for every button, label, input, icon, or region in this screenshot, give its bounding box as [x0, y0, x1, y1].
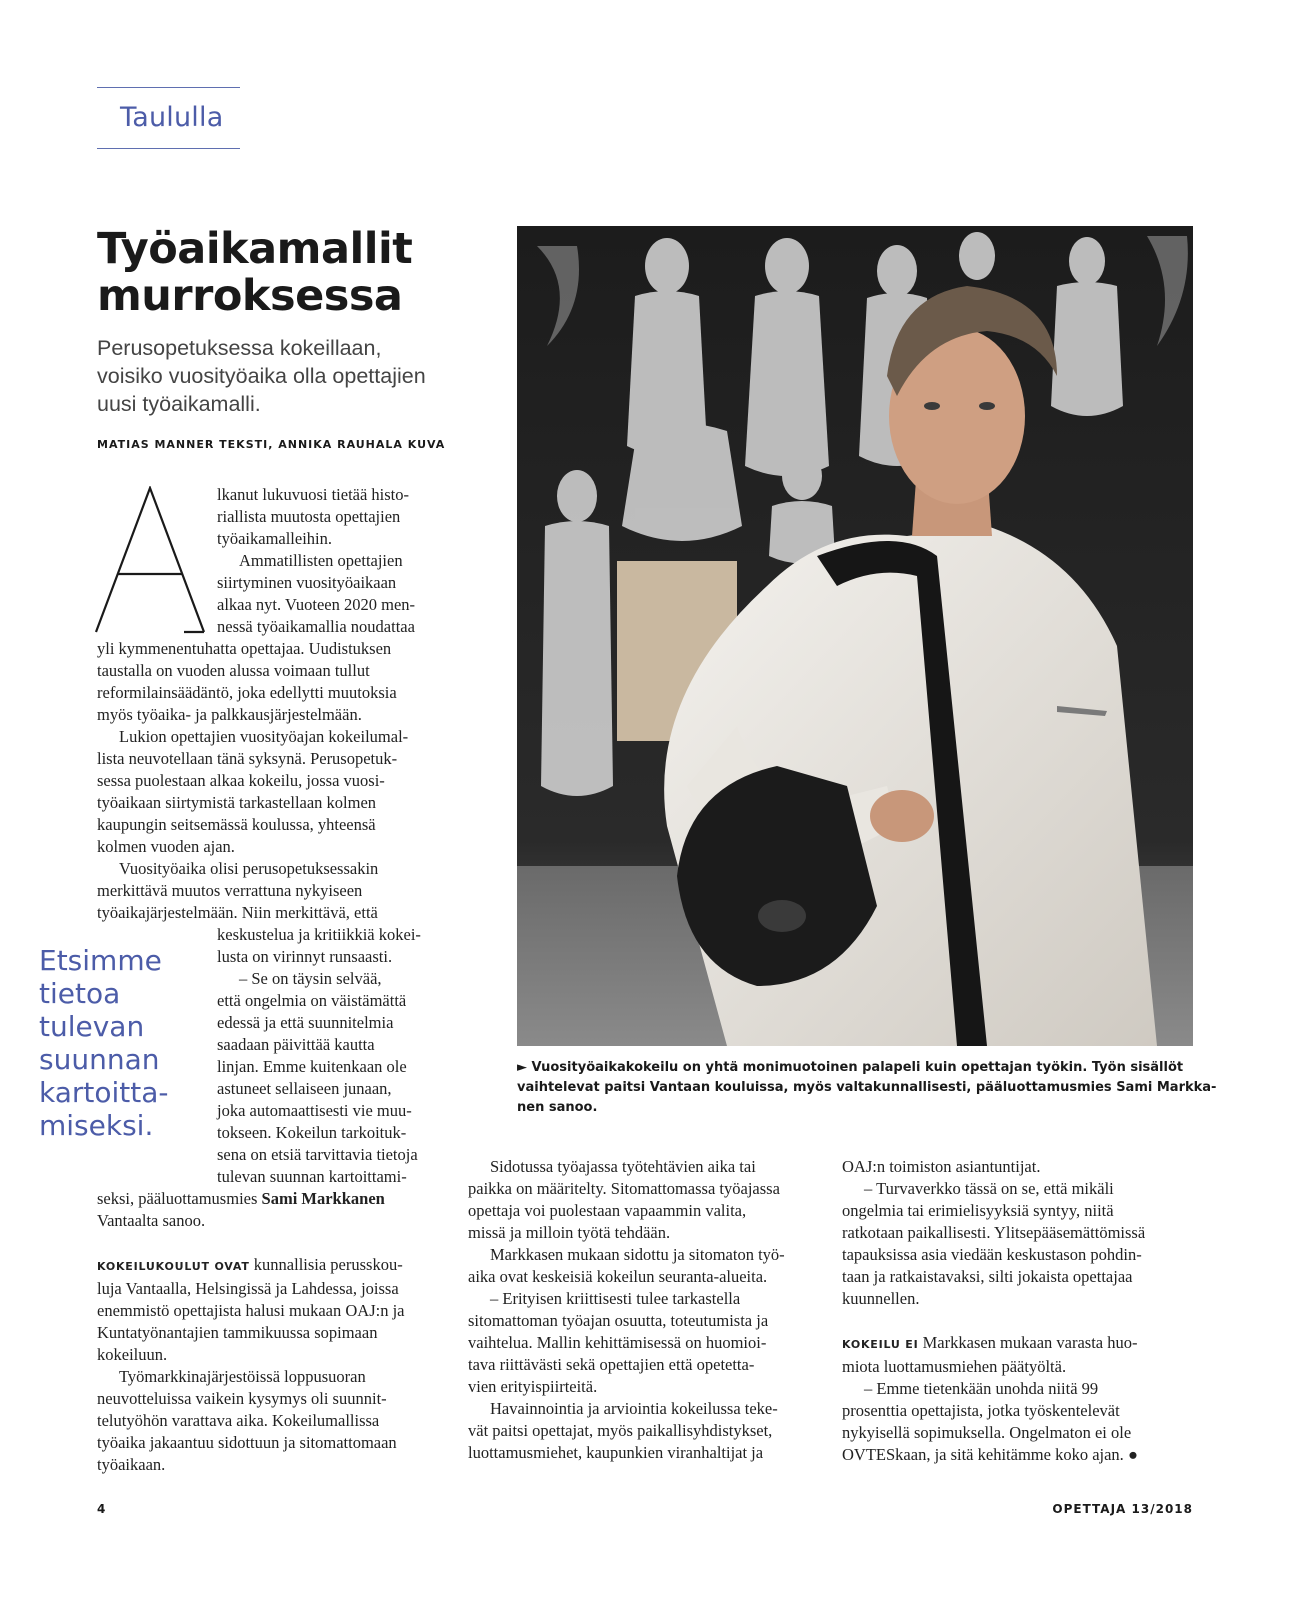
body-line: lusta on virinnyt runsaasti. [217, 947, 393, 966]
body-line: tokseen. Kokeilun tarkoituk- [217, 1123, 407, 1142]
byline: MATIAS MANNER TEKSTI, ANNIKA RAUHALA KUVA [97, 438, 446, 451]
body-line: saadaan päivittää kautta [217, 1035, 375, 1054]
body-column-1-top [217, 484, 415, 638]
body-line: Vuosityöaika olisi perusopetuksessakin [119, 859, 379, 878]
body-line: joka automaattisesti vie muu- [217, 1101, 412, 1120]
body-line [842, 1332, 1145, 1356]
body-line: luja Vantaalla, Helsingissä ja Lahdessa, joissa [97, 1279, 399, 1298]
body-line [97, 1188, 404, 1210]
body-line: opettaja voi puolestaan vapaammin valita, [468, 1201, 747, 1220]
body-line: riallista muutosta opettajien [217, 507, 401, 526]
body-line: vaihtelua. Mallin kehittämisessä on huomioi- [468, 1333, 767, 1352]
body-line: tapauksissa asia viedään keskustason pohdin- [842, 1245, 1142, 1264]
pull-quote [39, 944, 169, 1142]
body-column-2 [468, 1156, 785, 1464]
body-line: ratkotaan paikallisesti. Ylitsepääsemättömissä [842, 1223, 1146, 1242]
body-line: nessä työaikamallia noudattaa [217, 617, 415, 636]
body-line: kokeiluun. [97, 1345, 168, 1364]
headline-line: murroksessa [97, 271, 403, 321]
body-line: enemmistö opettajista halusi mukaan OAJ:n ja [97, 1301, 405, 1320]
body-line: telutyöhön varattava aika. Kokeilumallissa [97, 1411, 380, 1430]
body-line: työaika jakaantuu sidottuun ja sitomattomaan [97, 1433, 397, 1452]
body-line: työaikajärjestelmään. Niin merkittävä, että [97, 903, 378, 922]
article-headline [97, 226, 497, 320]
body-line: nykyisellä sopimuksella. Ongelmaton ei ole [842, 1423, 1132, 1442]
dek-line: voisiko vuosityöaika olla opettajien [97, 364, 426, 388]
body-line: merkittävä muutos verrattuna nykyiseen [97, 881, 363, 900]
section-rule-top [97, 87, 240, 88]
body-line: Ammatillisten opettajien [239, 551, 403, 570]
body-line: lkanut lukuvuosi tietää histo- [217, 485, 410, 504]
body-line: alkaa nyt. Vuoteen 2020 men- [217, 595, 416, 614]
body-column-1-bottom [97, 1188, 404, 1476]
pull-quote-line: tulevan [39, 1010, 145, 1043]
body-line: reformilainsäädäntö, joka edellytti muutoksia [97, 683, 397, 702]
body-text: Markkasen mukaan varasta huo- [918, 1333, 1138, 1352]
body-line: luottamusmiehet, kaupunkien viranhaltijat ja [468, 1443, 764, 1462]
body-line: Kuntatyönantajien tammikuussa sopimaan [97, 1323, 378, 1342]
body-line: astuneet sellaiseen junaan, [217, 1079, 392, 1098]
body-line: myös työaika- ja palkkausjärjestelmään. [97, 705, 362, 724]
body-line: Työmarkkinajärjestöissä loppusuoran [119, 1367, 366, 1386]
body-line: taan ja ratkaistavaksi, silti jokaista opettajaa [842, 1267, 1133, 1286]
run-in-lead: KOKEILUKOULUT OVAT [97, 1260, 250, 1273]
body-line: linjan. Emme kuitenkaan ole [217, 1057, 407, 1076]
body-column-1-mid [97, 638, 408, 924]
section-rule-bottom [97, 148, 240, 149]
page-number: 4 [97, 1502, 107, 1516]
pull-quote-line: Etsimme [39, 944, 162, 977]
body-column-1-wrap [217, 924, 421, 1188]
body-text: seksi, pääluottamusmies [97, 1189, 262, 1208]
body-line: siirtyminen vuosityöaikaan [217, 573, 397, 592]
run-in-lead: KOKEILU EI [842, 1338, 919, 1351]
end-mark-icon: ● [1127, 1445, 1138, 1464]
drop-cap [94, 486, 206, 634]
body-line: ongelmia tai erimielisyyksiä syntyy, niitä [842, 1201, 1114, 1220]
body-line: Sidotussa työajassa työtehtävien aika tai [490, 1157, 756, 1176]
body-line: aika ovat keskeisiä kokeilun seuranta-alueita. [468, 1267, 768, 1286]
body-line: sessa puolestaan alkaa kokeilu, jossa vuosi- [97, 771, 385, 790]
body-line: kaupungin seitsemässä koulussa, yhteensä [97, 815, 376, 834]
pull-quote-line: suunnan [39, 1043, 160, 1076]
pull-quote-line: miseksi. [39, 1109, 154, 1142]
body-line: vät paitsi opettajat, myös paikallisyhdistykset, [468, 1421, 773, 1440]
body-line: vien erityispiirteitä. [468, 1377, 598, 1396]
body-line [97, 1254, 404, 1278]
body-line: että ongelmia on väistämättä [217, 991, 407, 1010]
caption-line: ► Vuosityöaikakokeilu on yhtä monimuotoinen palapeli kuin opettajan työkin. Työn sisällöt [517, 1060, 1184, 1075]
body-text: OVTESkaan, ja sitä kehitämme koko ajan. [842, 1445, 1124, 1464]
article-dek [97, 334, 477, 418]
body-line: sitomattoman työajan osuutta, toteutumista ja [468, 1311, 769, 1330]
dek-line: Perusopetuksessa kokeillaan, [97, 336, 382, 360]
body-line: miota luottamusmiehen päätyöltä. [842, 1357, 1067, 1376]
body-line: – Turvaverkko tässä on se, että mikäli [864, 1179, 1114, 1198]
body-line: OAJ:n toimiston asiantuntijat. [842, 1157, 1041, 1176]
body-line: työaikamalleihin. [217, 529, 333, 548]
dek-line: uusi työaikamalli. [97, 392, 261, 416]
body-line: Havainnointia ja arviointia kokeilussa teke- [490, 1399, 778, 1418]
section-label: Taululla [120, 102, 224, 133]
body-line: työaikaan. [97, 1455, 166, 1474]
paragraph-gap [842, 1310, 1145, 1332]
pull-quote-line: kartoitta- [39, 1076, 169, 1109]
body-line: yli kymmenentuhatta opettajaa. Uudistuksen [97, 639, 392, 658]
body-line: kuunnellen. [842, 1289, 920, 1308]
body-text: kunnallisia perusskou- [249, 1255, 403, 1274]
portrait-photo [517, 226, 1193, 1046]
body-line: sena on etsiä tarvittavia tietoja [217, 1145, 418, 1164]
photo-caption [517, 1058, 1217, 1118]
caption-line: nen sanoo. [517, 1100, 598, 1115]
body-line: tava riittävästi sekä opettajien että opetetta- [468, 1355, 755, 1374]
paragraph-gap [97, 1232, 404, 1254]
body-line: edessä ja että suunnitelmia [217, 1013, 394, 1032]
body-line: neuvotteluissa vaikein kysymys oli suunnit- [97, 1389, 387, 1408]
body-line: tulevan suunnan kartoittami- [217, 1167, 407, 1186]
person-name: Sami Markkanen [261, 1189, 385, 1208]
pull-quote-line: tietoa [39, 977, 121, 1010]
body-line: taustalla on vuoden alussa voimaan tullut [97, 661, 370, 680]
body-line: Lukion opettajien vuosityöajan kokeilumal- [119, 727, 409, 746]
body-column-3 [842, 1156, 1145, 1466]
body-line: keskustelua ja kritiikkiä kokei- [217, 925, 421, 944]
body-line: Vantaalta sanoo. [97, 1211, 206, 1230]
body-line: kolmen vuoden ajan. [97, 837, 235, 856]
caption-line: vaihtelevat paitsi Vantaan kouluissa, myös valtakunnallisesti, pääluottamusmies Sami Markka- [517, 1080, 1217, 1095]
body-line: – Se on täysin selvää, [239, 969, 382, 988]
body-line: paikka on määritelty. Sitomattomassa työajassa [468, 1179, 780, 1198]
headline-line: Työaikamallit [97, 224, 413, 274]
issue-label: OPETTAJA 13/2018 [1052, 1502, 1193, 1516]
body-line: työaikaan siirtymistä tarkastellaan kolmen [97, 793, 377, 812]
body-line: lista neuvotellaan tänä syksynä. Perusopetuk- [97, 749, 398, 768]
body-line: – Erityisen kriittisesti tulee tarkastella [490, 1289, 741, 1308]
body-line: missä ja milloin työtä tehdään. [468, 1223, 671, 1242]
body-line: – Emme tietenkään unohda niitä 99 [864, 1379, 1099, 1398]
body-line: prosenttia opettajista, jotka työskentelevät [842, 1401, 1120, 1420]
body-line [842, 1444, 1145, 1466]
body-line: Markkasen mukaan sidottu ja sitomaton työ- [490, 1245, 785, 1264]
